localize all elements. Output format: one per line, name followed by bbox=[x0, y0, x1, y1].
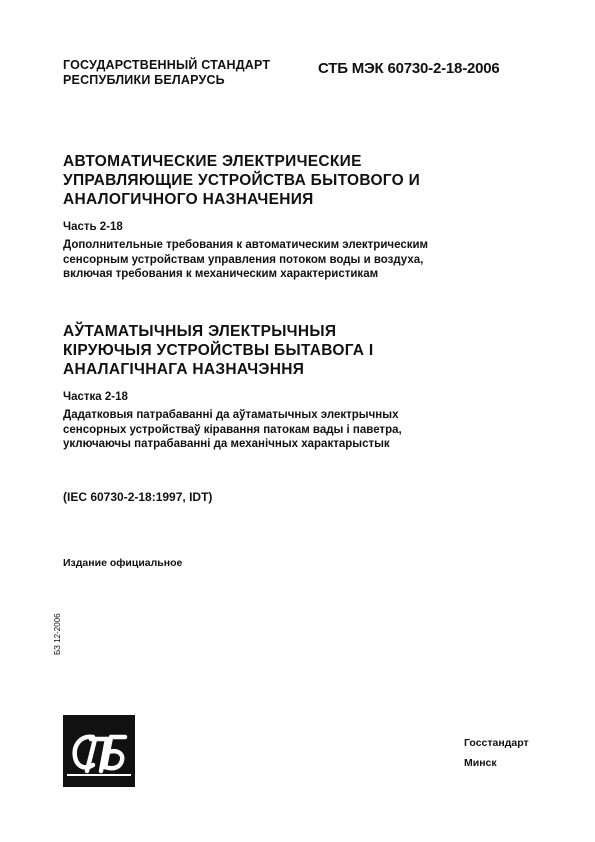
russian-description bbox=[63, 238, 543, 282]
russian-part: Часть 2-18 bbox=[63, 221, 123, 233]
belarusian-title bbox=[63, 322, 374, 379]
russian-title bbox=[63, 152, 420, 209]
header-org-line-2: РЕСПУБЛИКИ БЕЛАРУСЬ bbox=[63, 73, 225, 87]
belarusian-part: Частка 2-18 bbox=[63, 391, 128, 403]
russian-desc-line-3: включая требования к механическим характеристикам bbox=[63, 268, 379, 280]
header-organization bbox=[63, 58, 270, 88]
belarusian-desc-line-1: Дадатковыя патрабаванні да аўтаматычных электрычных bbox=[63, 409, 399, 421]
belarusian-description bbox=[63, 408, 543, 452]
belarusian-desc-line-3: уключаючы патрабаванні да механічных характарыстык bbox=[63, 438, 390, 450]
belarusian-title-line-1: АЎТАМАТЫЧНЫЯ ЭЛЕКТРЫЧНЫЯ bbox=[63, 323, 337, 340]
russian-title-line-3: АНАЛОГИЧНОГО НАЗНАЧЕНИЯ bbox=[63, 191, 314, 208]
publisher-name: Госстандарт bbox=[464, 737, 529, 749]
russian-desc-line-1: Дополнительные требования к автоматическим электрическим bbox=[63, 239, 429, 251]
russian-desc-line-2: сенсорным устройствам управления потоком воды и воздуха, bbox=[63, 253, 424, 266]
belarusian-title-line-2: КІРУЮЧЫЯ УСТРОЙСТВЫ БЫТАВОГА І bbox=[63, 342, 374, 359]
edition-label: Издание официальное bbox=[63, 557, 183, 569]
stb-logo-icon bbox=[63, 715, 135, 787]
belarusian-desc-line-2: сенсорных устройстваў кіравання патокам вады і паветра, bbox=[63, 423, 402, 436]
publisher-city: Минск bbox=[464, 757, 497, 769]
russian-title-line-1: АВТОМАТИЧЕСКИЕ ЭЛЕКТРИЧЕСКИЕ bbox=[63, 153, 362, 170]
stb-logo-graphic bbox=[63, 715, 135, 787]
header-org-line-1: ГОСУДАРСТВЕННЫЙ СТАНДАРТ bbox=[63, 58, 271, 72]
russian-title-line-2: УПРАВЛЯЮЩИЕ УСТРОЙСТВА БЫТОВОГО И bbox=[63, 172, 421, 189]
side-code: БЗ 12-2006 bbox=[53, 613, 62, 655]
standard-code: СТБ МЭК 60730-2-18-2006 bbox=[318, 60, 500, 77]
belarusian-title-line-3: АНАЛАГІЧНАГА НАЗНАЧЭННЯ bbox=[63, 361, 305, 378]
iec-reference: (IEC 60730-2-18:1997, IDT) bbox=[63, 490, 213, 504]
